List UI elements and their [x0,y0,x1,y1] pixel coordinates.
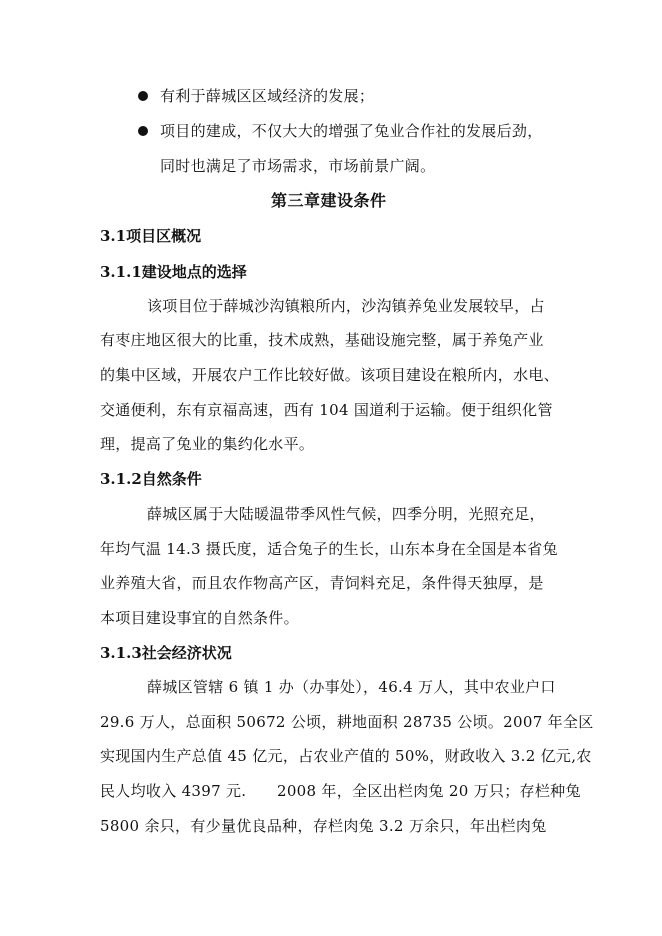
bullet-dot-icon [138,91,148,101]
paragraph-line: 年均气温 14.3 摄氏度，适合兔子的生长，山东本身在全国是本省兔 [100,540,558,558]
bullet-item-1: 有利于薛城区区域经济的发展； [160,87,375,105]
paragraph-line: 该项目位于薛城沙沟镇粮所内，沙沟镇养兔业发展较早，占 [147,297,545,315]
paragraph-line: 本项目建设事宜的自然条件。 [100,609,299,627]
bullet-item-2: 项目的建成，不仅大大的增强了兔业合作社的发展后劲， [160,122,543,140]
paragraph-line: 民人均收入 4397 元. 2008 年，全区出栏肉兔 20 万只；存栏种兔 [100,782,581,800]
paragraph-line: 的集中区域，开展农户工作比较好做。该项目建设在粮所内，水电、 [100,366,560,384]
paragraph-line: 交通便利，东有京福高速，西有 104 国道利于运输。便于组织化管 [100,401,553,419]
bullet-item-2-continued: 同时也满足了市场需求，市场前景广阔。 [160,157,436,175]
paragraph-line: 薛城区属于大陆暖温带季风性气候，四季分明，光照充足， [147,505,545,523]
paragraph-line: 有枣庄地区很大的比重，技术成熟，基础设施完整，属于养兔产业 [100,331,544,349]
bullet-dot-icon [138,126,148,136]
paragraph-line: 5800 余只，有少量优良品种，存栏肉兔 3.2 万余只，年出栏肉兔 [100,817,547,835]
section-heading-3-1-3: 3.1.3社会经济状况 [100,644,232,662]
section-heading-3-1-2: 3.1.2自然条件 [100,470,202,488]
paragraph-line: 理，提高了兔业的集约化水平。 [100,435,315,453]
chapter-title: 第三章建设条件 [271,191,387,210]
section-heading-3-1: 3.1项目区概况 [100,227,202,245]
paragraph-line: 业养殖大省，而且农作物高产区，青饲料充足，条件得天独厚，是 [100,574,544,592]
paragraph-line: 薛城区管辖 6 镇 1 办（办事处），46.4 万人，其中农业户口 [147,678,556,696]
paragraph-line: 29.6 万人，总面积 50672 公顷，耕地面积 28735 公顷。2007 年全区 [100,713,594,731]
paragraph-line: 实现国内生产总值 45 亿元，占农业产值的 50%，财政收入 3.2 亿元,农 [100,747,592,765]
section-heading-3-1-1: 3.1.1建设地点的选择 [100,263,247,281]
